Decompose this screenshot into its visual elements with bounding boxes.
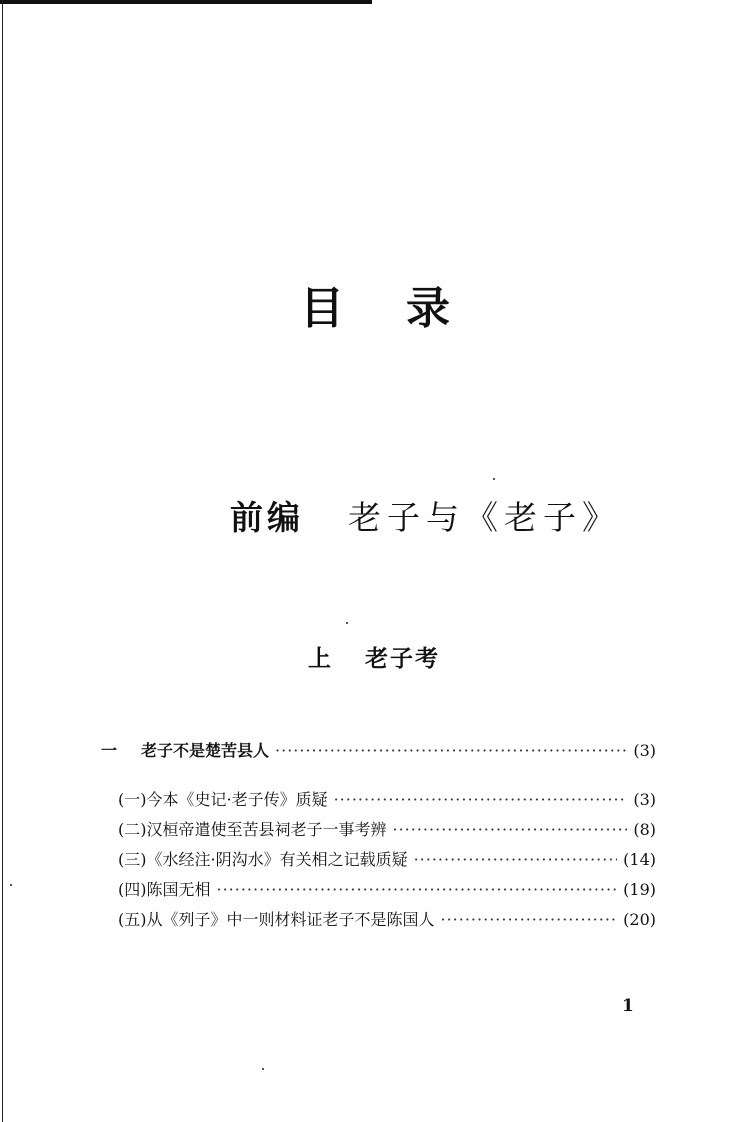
entry-title: (四)陈国无相: [118, 880, 211, 899]
dot-leader: [414, 850, 618, 869]
toc-entry[interactable]: [118, 817, 656, 841]
section-heading: [308, 640, 440, 673]
page-number: 1: [622, 996, 634, 1016]
entry-page: (8): [633, 820, 656, 839]
part-heading: [230, 492, 621, 539]
dot-leader: [393, 820, 628, 839]
toc-entry[interactable]: [118, 787, 656, 811]
entry-title: (五)从《列子》中一则材料证老子不是陈国人: [118, 910, 435, 929]
dot-leader: [441, 910, 618, 929]
entry-page: (19): [623, 880, 656, 899]
scan-speck: [262, 1068, 264, 1070]
chapter-page: (3): [633, 741, 656, 760]
entry-page: (14): [623, 850, 656, 869]
scan-speck: [346, 622, 348, 624]
dot-leader: [334, 790, 628, 809]
top-edge-rule: [0, 0, 372, 4]
left-edge-rule: [2, 0, 3, 1122]
toc-chapter-entry[interactable]: [101, 738, 656, 762]
title-char-1: 目: [300, 283, 344, 334]
entry-title: (三)《水经注·阴沟水》有关相之记载质疑: [118, 850, 408, 869]
chapter-number: 一: [101, 741, 118, 760]
entry-title: (一)今本《史记·老子传》质疑: [118, 790, 328, 809]
entry-title: (二)汉桓帝遣使至苦县祠老子一事考辨: [118, 820, 387, 839]
chapter-title: 老子不是楚苦县人: [141, 741, 270, 760]
section-label: 上: [308, 646, 331, 672]
toc-entry[interactable]: [118, 847, 656, 871]
toc-entry[interactable]: [118, 907, 656, 931]
dot-leader: [217, 880, 618, 899]
section-name: 老子考: [365, 646, 440, 672]
dot-leader: [275, 741, 627, 760]
part-name: 老子与《老子》: [348, 498, 621, 537]
scan-speck: [493, 478, 495, 480]
entry-page: (3): [633, 790, 656, 809]
toc-entry[interactable]: [118, 877, 656, 901]
title-char-2: 录: [406, 283, 450, 334]
entry-page: (20): [623, 910, 656, 929]
part-label: 前编: [230, 498, 304, 537]
scan-speck: [10, 884, 12, 886]
